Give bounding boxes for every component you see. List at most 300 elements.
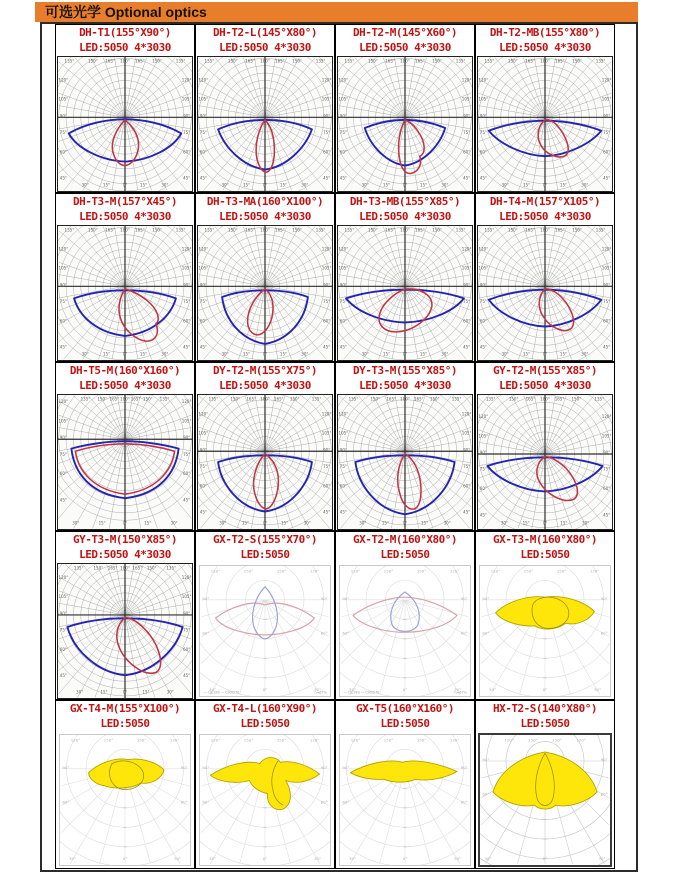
optics-cell-dh-t3-mb (335, 193, 475, 362)
svg-text:120°: 120° (478, 245, 489, 251)
svg-text:165°: 165° (415, 226, 425, 232)
distribution-curve-red (537, 456, 578, 500)
svg-text:60°: 60° (460, 629, 468, 635)
optics-table-border (40, 22, 638, 872)
svg-text:105°: 105° (321, 430, 332, 436)
svg-text:105°: 105° (58, 418, 69, 424)
svg-text:75°: 75° (603, 298, 611, 304)
photometric-diagram (56, 393, 194, 530)
svg-text:45°: 45° (323, 509, 331, 515)
svg-text:60°: 60° (183, 148, 191, 154)
svg-text:120°: 120° (338, 245, 349, 251)
svg-text:150°: 150° (243, 737, 254, 742)
svg-text:0°: 0° (402, 350, 408, 356)
optic-led-spec: LED:5050 (380, 717, 430, 730)
svg-text:135°: 135° (455, 226, 466, 232)
svg-text:180°: 180° (540, 395, 550, 401)
svg-text:60°: 60° (183, 470, 191, 476)
svg-text:0°: 0° (402, 519, 408, 525)
svg-text:165°: 165° (525, 226, 535, 232)
optic-model-title (56, 194, 194, 209)
svg-text:45°: 45° (603, 344, 611, 350)
optic-model-title (196, 363, 334, 378)
polar-chart (339, 565, 471, 697)
optic-model-title (476, 25, 614, 40)
optic-model-title (336, 25, 474, 40)
optic-model: GX-T4-M (69, 702, 113, 715)
svg-text:30°: 30° (501, 350, 509, 356)
svg-text:150°: 150° (243, 568, 254, 573)
svg-text:45°: 45° (183, 497, 191, 503)
svg-text:150°: 150° (152, 226, 162, 232)
svg-text:45°: 45° (199, 175, 207, 181)
svg-text:105°: 105° (181, 418, 192, 424)
photometric-diagram (476, 562, 614, 699)
svg-text:135°: 135° (484, 57, 495, 63)
svg-text:165°: 165° (273, 395, 284, 401)
photometric-diagram (196, 224, 334, 361)
svg-text:60°: 60° (183, 317, 191, 323)
svg-text:90°: 90° (600, 756, 608, 762)
optic-beam-angle: (145°X60°) (395, 26, 458, 39)
svg-text:30°: 30° (221, 181, 229, 187)
optic-led-spec: LED:5050 (380, 548, 430, 561)
svg-text:60°: 60° (600, 791, 608, 797)
svg-text:150°: 150° (508, 226, 518, 232)
optic-model: DH-T2-MB (489, 26, 539, 39)
svg-text:30°: 30° (361, 181, 369, 187)
svg-text:120°: 120° (321, 410, 332, 416)
svg-text:0°: 0° (542, 855, 548, 861)
svg-text:60°: 60° (183, 646, 191, 652)
photometric-diagram (196, 731, 334, 868)
optics-cell-gx-t5 (335, 700, 475, 869)
svg-text:165°: 165° (135, 226, 145, 232)
svg-text:45°: 45° (199, 344, 207, 350)
svg-text:0°: 0° (542, 519, 548, 525)
svg-text:105°: 105° (181, 593, 192, 599)
svg-text:15°: 15° (281, 519, 289, 525)
optic-model: DH-T2-L (212, 26, 256, 39)
svg-text:105°: 105° (58, 96, 69, 102)
photometric-diagram (336, 224, 474, 361)
optic-model-title (196, 194, 334, 209)
svg-text:75°: 75° (183, 129, 191, 135)
distribution-curve-yellow (493, 751, 597, 808)
svg-text:30°: 30° (314, 686, 321, 692)
svg-text:45°: 45° (323, 344, 331, 350)
svg-text:15°: 15° (139, 350, 148, 356)
svg-text:135°: 135° (159, 395, 170, 401)
svg-text:60°: 60° (59, 470, 67, 476)
svg-text:15°: 15° (98, 519, 106, 525)
svg-text:135°: 135° (80, 395, 91, 401)
svg-text:135°: 135° (484, 226, 495, 232)
optic-beam-angle: (155°X85°) (398, 195, 461, 208)
svg-text:15°: 15° (559, 350, 568, 356)
svg-text:120°: 120° (169, 737, 180, 742)
svg-text:135°: 135° (485, 395, 496, 401)
optics-cell-gx-t3-m (475, 531, 615, 700)
photometric-diagram (476, 55, 614, 192)
optic-beam-angle: (160°X80°) (395, 533, 458, 546)
svg-text:120°: 120° (576, 737, 586, 742)
photometric-diagram (196, 55, 334, 192)
svg-text:180°: 180° (540, 226, 550, 232)
optic-beam-angle: (160°X160°) (386, 702, 454, 715)
svg-text:135°: 135° (175, 57, 186, 63)
svg-text:60°: 60° (180, 798, 188, 804)
svg-text:60°: 60° (59, 148, 67, 154)
svg-text:30°: 30° (314, 855, 321, 861)
svg-text:15°: 15° (279, 181, 288, 187)
svg-text:165°: 165° (275, 57, 285, 63)
svg-text:90°: 90° (479, 112, 487, 118)
svg-text:150°: 150° (88, 226, 98, 232)
optic-model: GX-T5 (356, 702, 387, 715)
svg-text:150°: 150° (429, 395, 440, 401)
svg-text:75°: 75° (323, 463, 331, 469)
svg-text:30°: 30° (594, 686, 601, 692)
svg-text:45°: 45° (183, 672, 191, 678)
optic-model: GY-T2-M (492, 364, 536, 377)
svg-text:120°: 120° (449, 737, 460, 742)
optic-led-spec: LED:5050 (240, 717, 290, 730)
svg-text:120°: 120° (461, 245, 472, 251)
svg-text:90°: 90° (183, 610, 191, 616)
svg-text:150°: 150° (103, 737, 114, 742)
svg-text:180°: 180° (120, 226, 130, 232)
svg-text:135°: 135° (348, 395, 359, 401)
svg-text:30°: 30° (81, 181, 89, 187)
svg-text:105°: 105° (601, 432, 612, 438)
polar-chart (197, 394, 333, 530)
optic-model-title (336, 701, 474, 716)
svg-text:90°: 90° (342, 595, 350, 601)
svg-text:150°: 150° (552, 737, 562, 742)
optic-model: GX-T3-M (492, 533, 536, 546)
optic-led-spec: LED:5050 4*3030 (499, 379, 591, 392)
svg-text:135°: 135° (344, 226, 355, 232)
svg-text:90°: 90° (603, 112, 611, 118)
section-header (35, 2, 638, 22)
chart-efficiency: η=67% (314, 689, 327, 694)
svg-text:120°: 120° (338, 410, 349, 416)
svg-text:150°: 150° (571, 395, 582, 401)
optics-cell-dh-t5-m (55, 362, 195, 531)
svg-text:15°: 15° (279, 350, 288, 356)
svg-text:75°: 75° (603, 129, 611, 135)
svg-text:150°: 150° (292, 57, 302, 63)
svg-text:150°: 150° (93, 564, 104, 570)
svg-text:45°: 45° (479, 344, 487, 350)
photometric-diagram (336, 562, 474, 699)
svg-text:135°: 135° (451, 395, 462, 401)
optics-cell-gy-t3-m (55, 531, 195, 700)
svg-text:120°: 120° (58, 76, 69, 82)
optic-beam-angle: (157°X105°) (532, 195, 601, 208)
optic-model-title (196, 701, 334, 716)
svg-text:150°: 150° (276, 568, 287, 573)
svg-text:0°: 0° (262, 181, 268, 187)
svg-text:150°: 150° (152, 57, 162, 63)
svg-text:15°: 15° (522, 519, 530, 525)
svg-text:165°: 165° (135, 57, 145, 63)
svg-text:150°: 150° (572, 226, 582, 232)
distribution-curve-red (398, 453, 421, 508)
svg-text:90°: 90° (482, 756, 490, 762)
svg-text:135°: 135° (175, 226, 186, 232)
svg-text:30°: 30° (443, 519, 451, 525)
section-title: 可选光学 Optional optics (45, 4, 207, 20)
optic-model-title (56, 25, 194, 40)
svg-text:180°: 180° (260, 395, 270, 401)
svg-text:75°: 75° (479, 129, 487, 135)
photometric-diagram (336, 393, 474, 530)
svg-text:150°: 150° (228, 57, 238, 63)
optic-model: DH-T2-M (352, 26, 396, 39)
svg-text:90°: 90° (339, 281, 347, 287)
svg-text:120°: 120° (350, 737, 361, 742)
svg-text:165°: 165° (386, 395, 397, 401)
svg-text:105°: 105° (478, 96, 489, 102)
distribution-curve-red (539, 288, 573, 330)
photometric-diagram (56, 731, 194, 868)
svg-text:0°: 0° (122, 519, 128, 525)
optics-grid (55, 24, 615, 869)
svg-text:120°: 120° (601, 245, 612, 251)
svg-text:60°: 60° (460, 798, 468, 804)
svg-text:90°: 90° (59, 610, 67, 616)
svg-text:30°: 30° (501, 181, 509, 187)
svg-text:150°: 150° (142, 395, 153, 401)
optic-led-spec: LED:5050 4*3030 (359, 41, 451, 54)
svg-text:105°: 105° (321, 96, 332, 102)
photometric-diagram (56, 562, 194, 699)
svg-text:0°: 0° (542, 181, 548, 187)
svg-text:75°: 75° (463, 298, 471, 304)
polar-chart (199, 734, 331, 866)
optic-model: DY-T2-M (212, 364, 256, 377)
svg-text:135°: 135° (73, 564, 84, 570)
svg-text:105°: 105° (461, 265, 472, 271)
svg-text:150°: 150° (556, 568, 567, 573)
svg-text:75°: 75° (199, 298, 207, 304)
optic-led-spec: LED:5050 4*3030 (499, 210, 591, 223)
svg-text:150°: 150° (289, 395, 300, 401)
svg-text:135°: 135° (344, 57, 355, 63)
svg-text:30°: 30° (170, 519, 178, 525)
photometric-diagram (336, 731, 474, 868)
svg-text:90°: 90° (62, 764, 70, 770)
chart-legend: — C0/180 — C90/270 (343, 689, 380, 694)
optic-model-title (56, 363, 194, 378)
svg-text:15°: 15° (242, 181, 251, 187)
svg-text:150°: 150° (276, 737, 287, 742)
svg-text:45°: 45° (199, 509, 207, 515)
svg-text:45°: 45° (59, 497, 67, 503)
svg-text:30°: 30° (209, 855, 216, 861)
svg-text:150°: 150° (146, 564, 157, 570)
svg-text:150°: 150° (383, 737, 394, 742)
svg-text:15°: 15° (559, 181, 568, 187)
svg-text:0°: 0° (122, 181, 128, 187)
svg-text:60°: 60° (463, 317, 471, 323)
svg-text:105°: 105° (461, 430, 472, 436)
svg-text:15°: 15° (102, 181, 111, 187)
svg-text:60°: 60° (463, 148, 471, 154)
svg-text:15°: 15° (100, 688, 108, 694)
svg-text:165°: 165° (555, 57, 565, 63)
optic-model-title (336, 363, 474, 378)
polar-chart (477, 56, 613, 192)
svg-text:30°: 30° (161, 350, 169, 356)
svg-text:30°: 30° (174, 855, 181, 861)
optics-cell-dh-t2-mb (475, 24, 615, 193)
svg-text:60°: 60° (59, 646, 67, 652)
svg-text:135°: 135° (166, 564, 177, 570)
svg-text:30°: 30° (303, 519, 311, 525)
svg-text:90°: 90° (180, 764, 188, 770)
svg-text:135°: 135° (315, 226, 326, 232)
svg-text:60°: 60° (339, 482, 347, 488)
optic-model: GX-T4-L (212, 702, 256, 715)
svg-text:150°: 150° (432, 57, 442, 63)
svg-text:90°: 90° (460, 595, 468, 601)
svg-text:120°: 120° (338, 76, 349, 82)
svg-text:135°: 135° (64, 57, 75, 63)
svg-text:120°: 120° (601, 76, 612, 82)
optic-led-spec: LED:5050 4*3030 (359, 210, 451, 223)
optics-cell-gx-t4-l (195, 700, 335, 869)
svg-text:30°: 30° (349, 855, 356, 861)
optic-beam-angle: (155°X80°) (538, 26, 601, 39)
svg-text:150°: 150° (97, 395, 108, 401)
svg-text:120°: 120° (58, 574, 69, 580)
svg-text:150°: 150° (228, 226, 238, 232)
svg-text:75°: 75° (183, 451, 191, 457)
svg-text:90°: 90° (323, 112, 331, 118)
svg-text:75°: 75° (59, 129, 67, 135)
svg-text:30°: 30° (581, 181, 589, 187)
svg-text:180°: 180° (400, 226, 410, 232)
svg-text:30°: 30° (359, 519, 367, 525)
optic-led-spec: LED:5050 4*3030 (219, 41, 311, 54)
svg-text:120°: 120° (309, 737, 320, 742)
chart-legend: — C0/180 — C90/270 (203, 689, 240, 694)
svg-text:90°: 90° (463, 446, 471, 452)
optic-beam-angle: (145°X80°) (255, 26, 318, 39)
svg-text:165°: 165° (525, 395, 536, 401)
svg-text:75°: 75° (59, 451, 67, 457)
svg-text:45°: 45° (463, 509, 471, 515)
svg-text:105°: 105° (338, 265, 349, 271)
svg-text:0°: 0° (122, 350, 128, 356)
photometric-diagram (196, 562, 334, 699)
svg-text:30°: 30° (454, 855, 461, 861)
photometric-diagram (56, 55, 194, 192)
svg-text:165°: 165° (109, 395, 120, 401)
distribution-curve-yellow (89, 759, 164, 788)
svg-text:15°: 15° (142, 688, 150, 694)
optic-beam-angle: (160°X90°) (255, 702, 318, 715)
svg-text:150°: 150° (416, 737, 427, 742)
svg-text:165°: 165° (245, 57, 255, 63)
svg-text:15°: 15° (560, 519, 568, 525)
optics-cell-gx-t2-s (195, 531, 335, 700)
optic-led-spec: LED:5050 4*3030 (499, 41, 591, 54)
svg-text:30°: 30° (581, 350, 589, 356)
optic-model: GX-T2-M (352, 533, 396, 546)
svg-text:90°: 90° (59, 434, 67, 440)
optic-beam-angle: (155°X75°) (255, 364, 318, 377)
photometric-diagram (476, 393, 614, 530)
polar-chart (57, 56, 193, 192)
optic-led-spec: LED:5050 (520, 717, 570, 730)
svg-text:45°: 45° (59, 672, 67, 678)
svg-text:105°: 105° (58, 593, 69, 599)
polar-chart (478, 733, 612, 867)
optic-beam-angle: (160°X100°) (255, 195, 324, 208)
svg-text:105°: 105° (601, 265, 612, 271)
svg-text:75°: 75° (183, 627, 191, 633)
svg-text:150°: 150° (572, 57, 582, 63)
svg-text:150°: 150° (383, 568, 394, 573)
svg-text:105°: 105° (181, 265, 192, 271)
optic-model-title (196, 532, 334, 547)
svg-text:165°: 165° (246, 395, 257, 401)
svg-text:60°: 60° (62, 798, 70, 804)
optic-model: DH-T5-M (69, 364, 113, 377)
svg-text:135°: 135° (595, 57, 606, 63)
svg-text:90°: 90° (320, 595, 328, 601)
svg-text:60°: 60° (199, 482, 207, 488)
svg-text:45°: 45° (323, 175, 331, 181)
optic-model: DY-T3-M (352, 364, 396, 377)
svg-text:45°: 45° (479, 175, 487, 181)
svg-text:180°: 180° (540, 57, 550, 63)
svg-text:90°: 90° (479, 449, 487, 455)
svg-text:120°: 120° (309, 568, 320, 573)
svg-text:90°: 90° (202, 764, 210, 770)
optic-model-title (196, 25, 334, 40)
svg-text:0°: 0° (122, 688, 128, 694)
svg-text:45°: 45° (603, 175, 611, 181)
svg-text:60°: 60° (479, 485, 487, 491)
svg-text:120°: 120° (601, 413, 612, 419)
optic-model-title (336, 194, 474, 209)
optics-cell-gy-t2-m (475, 362, 615, 531)
svg-text:165°: 165° (275, 226, 285, 232)
svg-text:60°: 60° (482, 791, 490, 797)
svg-text:0°: 0° (262, 519, 268, 525)
svg-text:45°: 45° (339, 175, 347, 181)
svg-text:0°: 0° (542, 686, 548, 692)
svg-text:15°: 15° (382, 181, 391, 187)
svg-text:0°: 0° (122, 855, 128, 861)
svg-text:45°: 45° (183, 344, 191, 350)
svg-text:105°: 105° (321, 265, 332, 271)
polar-chart (339, 734, 471, 866)
svg-text:60°: 60° (320, 798, 328, 804)
svg-text:105°: 105° (338, 96, 349, 102)
svg-text:105°: 105° (198, 430, 209, 436)
svg-text:165°: 165° (385, 226, 395, 232)
optic-led-spec: LED:5050 4*3030 (359, 379, 451, 392)
optic-beam-angle: (155°X85°) (395, 364, 458, 377)
polar-chart (199, 565, 331, 697)
svg-text:150°: 150° (416, 568, 427, 573)
